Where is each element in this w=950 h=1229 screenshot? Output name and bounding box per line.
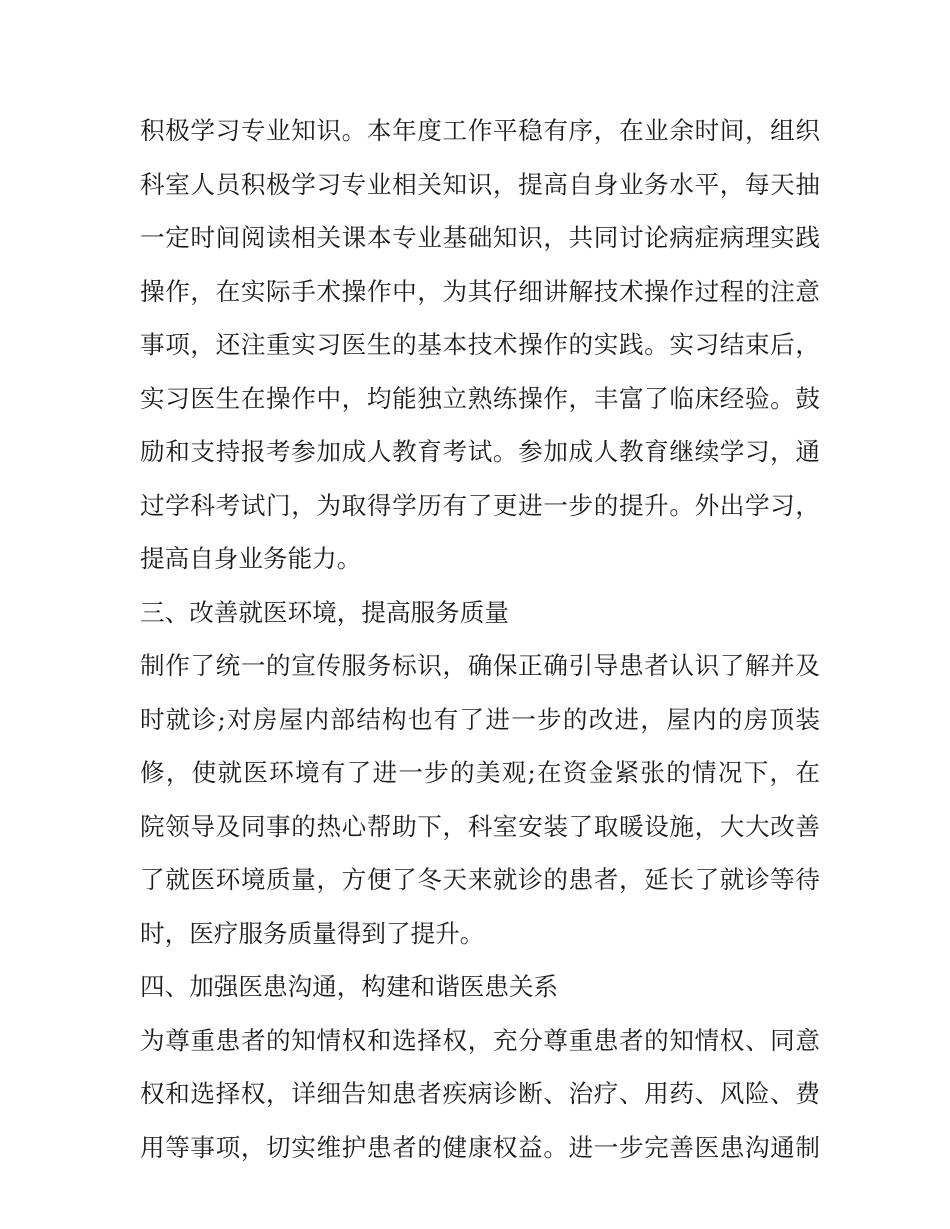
text-line: 操作，在实际手术操作中，为其仔细讲解技术操作过程的注意: [140, 276, 820, 306]
text-line: 修，使就医环境有了进一步的美观;在资金紧张的情况下，在: [140, 758, 820, 787]
text-line: 一定时间阅读相关课本专业基础知识，共同讨论病症病理实践: [140, 223, 820, 252]
document-body: [140, 104, 820, 1174]
text-line: 实习医生在操作中，均能独立熟练操作，丰富了临床经验。鼓: [140, 383, 820, 413]
text-line: 了就医环境质量，方便了冬天来就诊的患者，延长了就诊等待: [140, 865, 820, 894]
text-line: 积极学习专业知识。本年度工作平稳有序，在业余时间，组织: [140, 116, 820, 145]
section-heading: 四、加强医患沟通，构建和谐医患关系: [140, 972, 559, 1001]
text-line: 事项，还注重实习医生的基本技术操作的实践。实习结束后，: [140, 330, 820, 359]
text-line: 制作了统一的宣传服务标识，确保正确引导患者认识了解并及: [140, 651, 820, 680]
section-heading: 三、改善就医环境，提高服务质量: [140, 597, 509, 627]
text-line: 科室人员积极学习专业相关知识，提高自身业务水平，每天抽: [140, 169, 820, 199]
text-line: 时就诊;对房屋内部结构也有了进一步的改进，屋内的房顶装: [140, 704, 820, 734]
text-line: 为尊重患者的知情权和选择权，充分尊重患者的知情权、同意: [140, 1025, 820, 1055]
text-line: 院领导及同事的热心帮助下，科室安装了取暖设施，大大改善: [140, 811, 820, 841]
text-line: 励和支持报考参加成人教育考试。参加成人教育继续学习，通: [140, 437, 820, 466]
text-line: 过学科考试门，为取得学历有了更进一步的提升。外出学习，: [140, 490, 820, 520]
text-line: 时，医疗服务质量得到了提升。: [140, 918, 485, 948]
text-line: 用等事项，切实维护患者的健康权益。进一步完善医患沟通制: [140, 1132, 820, 1162]
text-line: 权和选择权，详细告知患者疾病诊断、治疗、用药、风险、费: [140, 1079, 820, 1108]
text-line: 提高自身业务能力。: [140, 544, 362, 573]
